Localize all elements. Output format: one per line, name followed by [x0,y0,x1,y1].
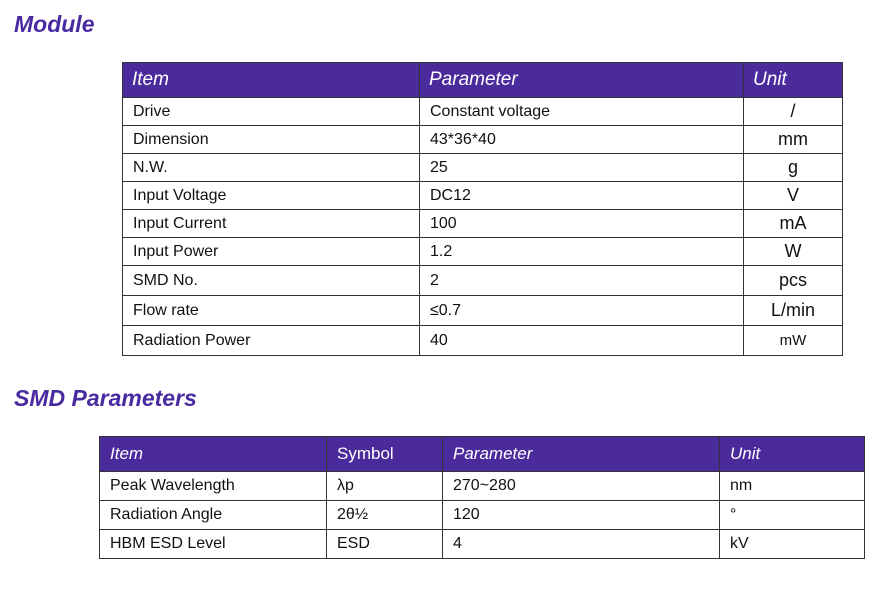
unit-cell: g [744,154,843,182]
smd-section-title: SMD Parameters [14,385,197,411]
table-row [100,501,865,530]
unit-cell: mW [744,326,843,356]
item-cell: N.W. [123,154,420,182]
parameter-cell: DC12 [420,182,744,210]
smd-header-unit: Unit [720,437,865,472]
table-row [123,98,843,126]
unit-cell: W [744,238,843,266]
unit-cell: L/min [744,296,843,326]
parameter-cell: 43*36*40 [420,126,744,154]
item-cell: Input Current [123,210,420,238]
item-cell: Input Voltage [123,182,420,210]
table-row [123,182,843,210]
item-cell: Radiation Power [123,326,420,356]
table-row [123,266,843,296]
unit-cell: mA [744,210,843,238]
module-header-parameter: Parameter [420,63,744,98]
smd-header-item: Item [100,437,327,472]
symbol-cell: λp [327,472,443,501]
parameter-cell: Constant voltage [420,98,744,126]
parameter-cell: 1.2 [420,238,744,266]
item-cell: SMD No. [123,266,420,296]
table-row [100,530,865,559]
unit-cell: ° [720,501,865,530]
parameter-cell: 270~280 [443,472,720,501]
item-cell: Peak Wavelength [100,472,327,501]
parameter-cell: 4 [443,530,720,559]
module-header-unit: Unit [744,63,843,98]
table-row [123,126,843,154]
parameter-cell: ≤0.7 [420,296,744,326]
symbol-cell: ESD [327,530,443,559]
unit-cell: kV [720,530,865,559]
item-cell: Drive [123,98,420,126]
parameter-cell: 120 [443,501,720,530]
table-row [123,238,843,266]
parameter-cell: 2 [420,266,744,296]
module-header-row [123,63,843,98]
smd-header-parameter: Parameter [443,437,720,472]
symbol-cell: 2θ½ [327,501,443,530]
unit-cell: V [744,182,843,210]
module-section-title: Module [14,11,95,37]
smd-header-symbol: Symbol [327,437,443,472]
module-header-item: Item [123,63,420,98]
module-table [122,62,843,356]
item-cell: Flow rate [123,296,420,326]
smd-header-row [100,437,865,472]
unit-cell: pcs [744,266,843,296]
table-row [123,154,843,182]
unit-cell: nm [720,472,865,501]
parameter-cell: 25 [420,154,744,182]
smd-parameters-table [99,436,865,559]
table-row [123,210,843,238]
unit-cell: / [744,98,843,126]
item-cell: Radiation Angle [100,501,327,530]
table-row [123,296,843,326]
unit-cell: mm [744,126,843,154]
table-row [123,326,843,356]
parameter-cell: 100 [420,210,744,238]
item-cell: Input Power [123,238,420,266]
item-cell: Dimension [123,126,420,154]
table-row [100,472,865,501]
parameter-cell: 40 [420,326,744,356]
item-cell: HBM ESD Level [100,530,327,559]
